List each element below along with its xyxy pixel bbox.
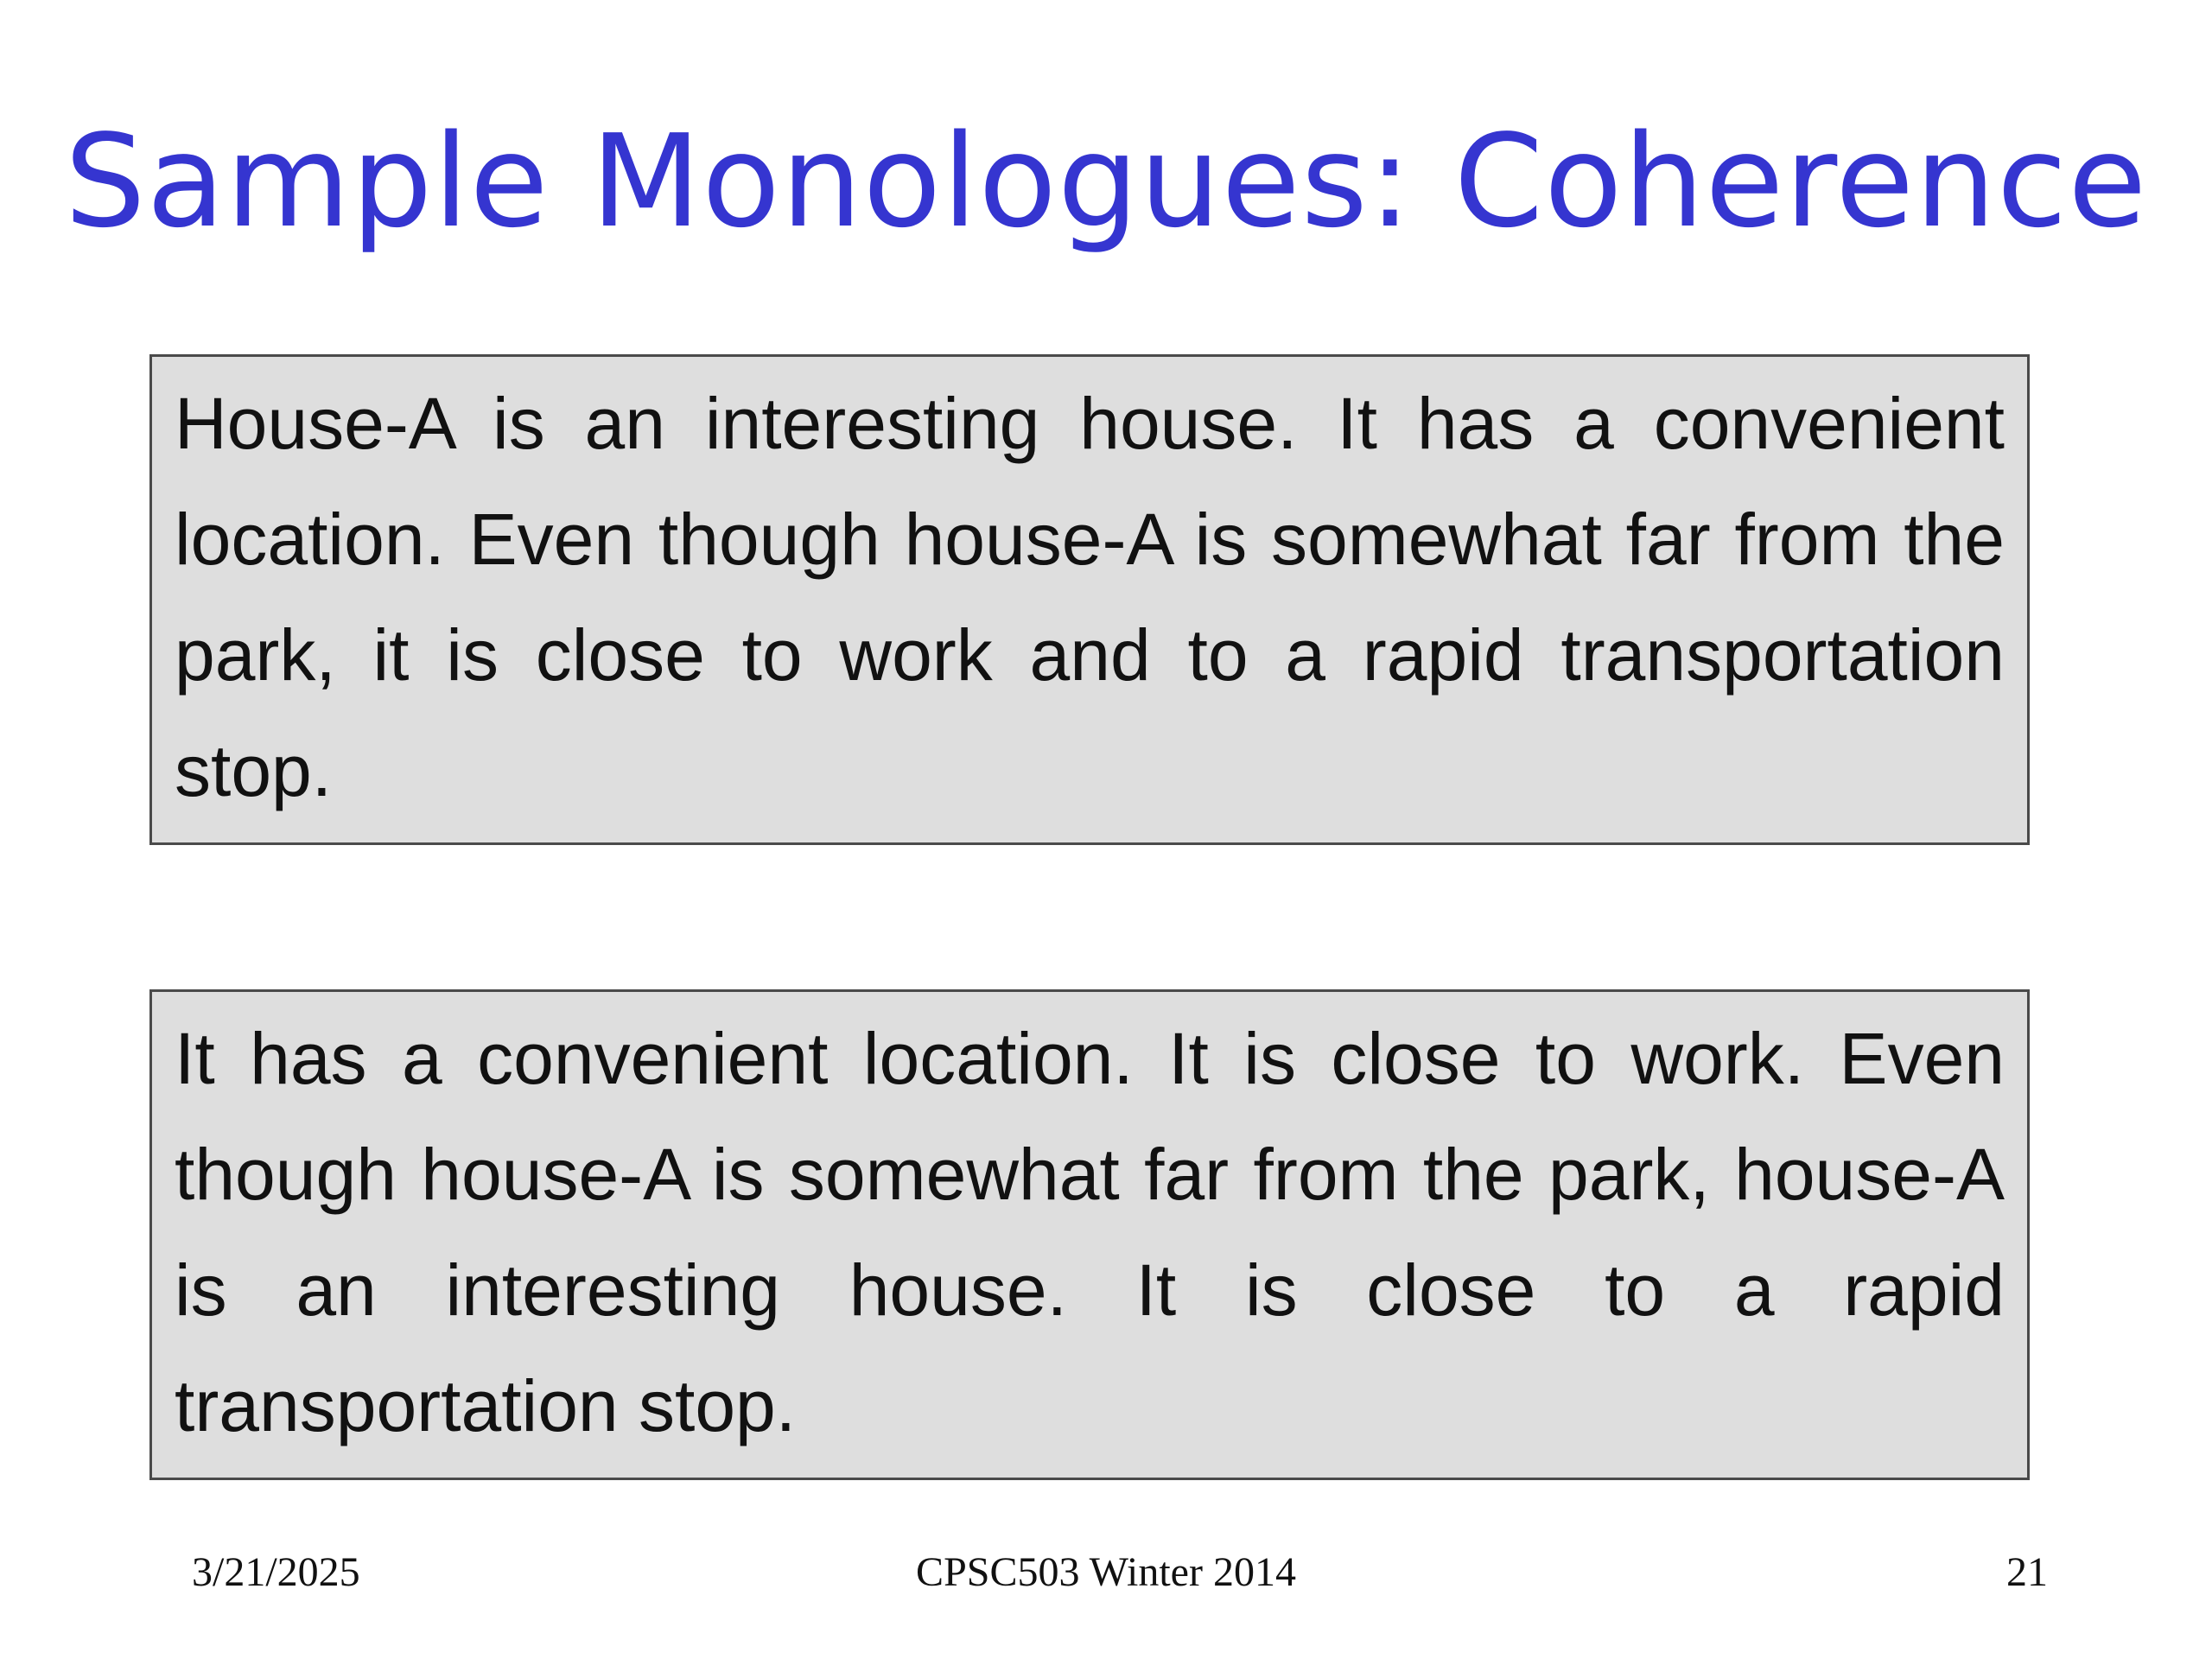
page-number: 21 bbox=[2006, 1549, 2048, 1595]
monologue-text: House-A is an interesting house. It has a convenient location. Even though house-A is somewhat far from the park, it is close to work and to a rapid transportation stop. bbox=[175, 383, 2005, 811]
monologue-box-coherent bbox=[149, 354, 2030, 845]
monologue-text: It has a convenient location. It is close to work. Even though house-A is somewhat far from the park, house-A is an interesting house. It is close to a rapid transportation stop. bbox=[175, 1018, 2005, 1446]
monologue-box-incoherent bbox=[149, 989, 2030, 1480]
footer-date: 3/21/2025 bbox=[192, 1549, 360, 1595]
footer-course: CPSC503 Winter 2014 bbox=[916, 1549, 1296, 1595]
slide-title: Sample Monologues: Coherence bbox=[64, 107, 2148, 256]
